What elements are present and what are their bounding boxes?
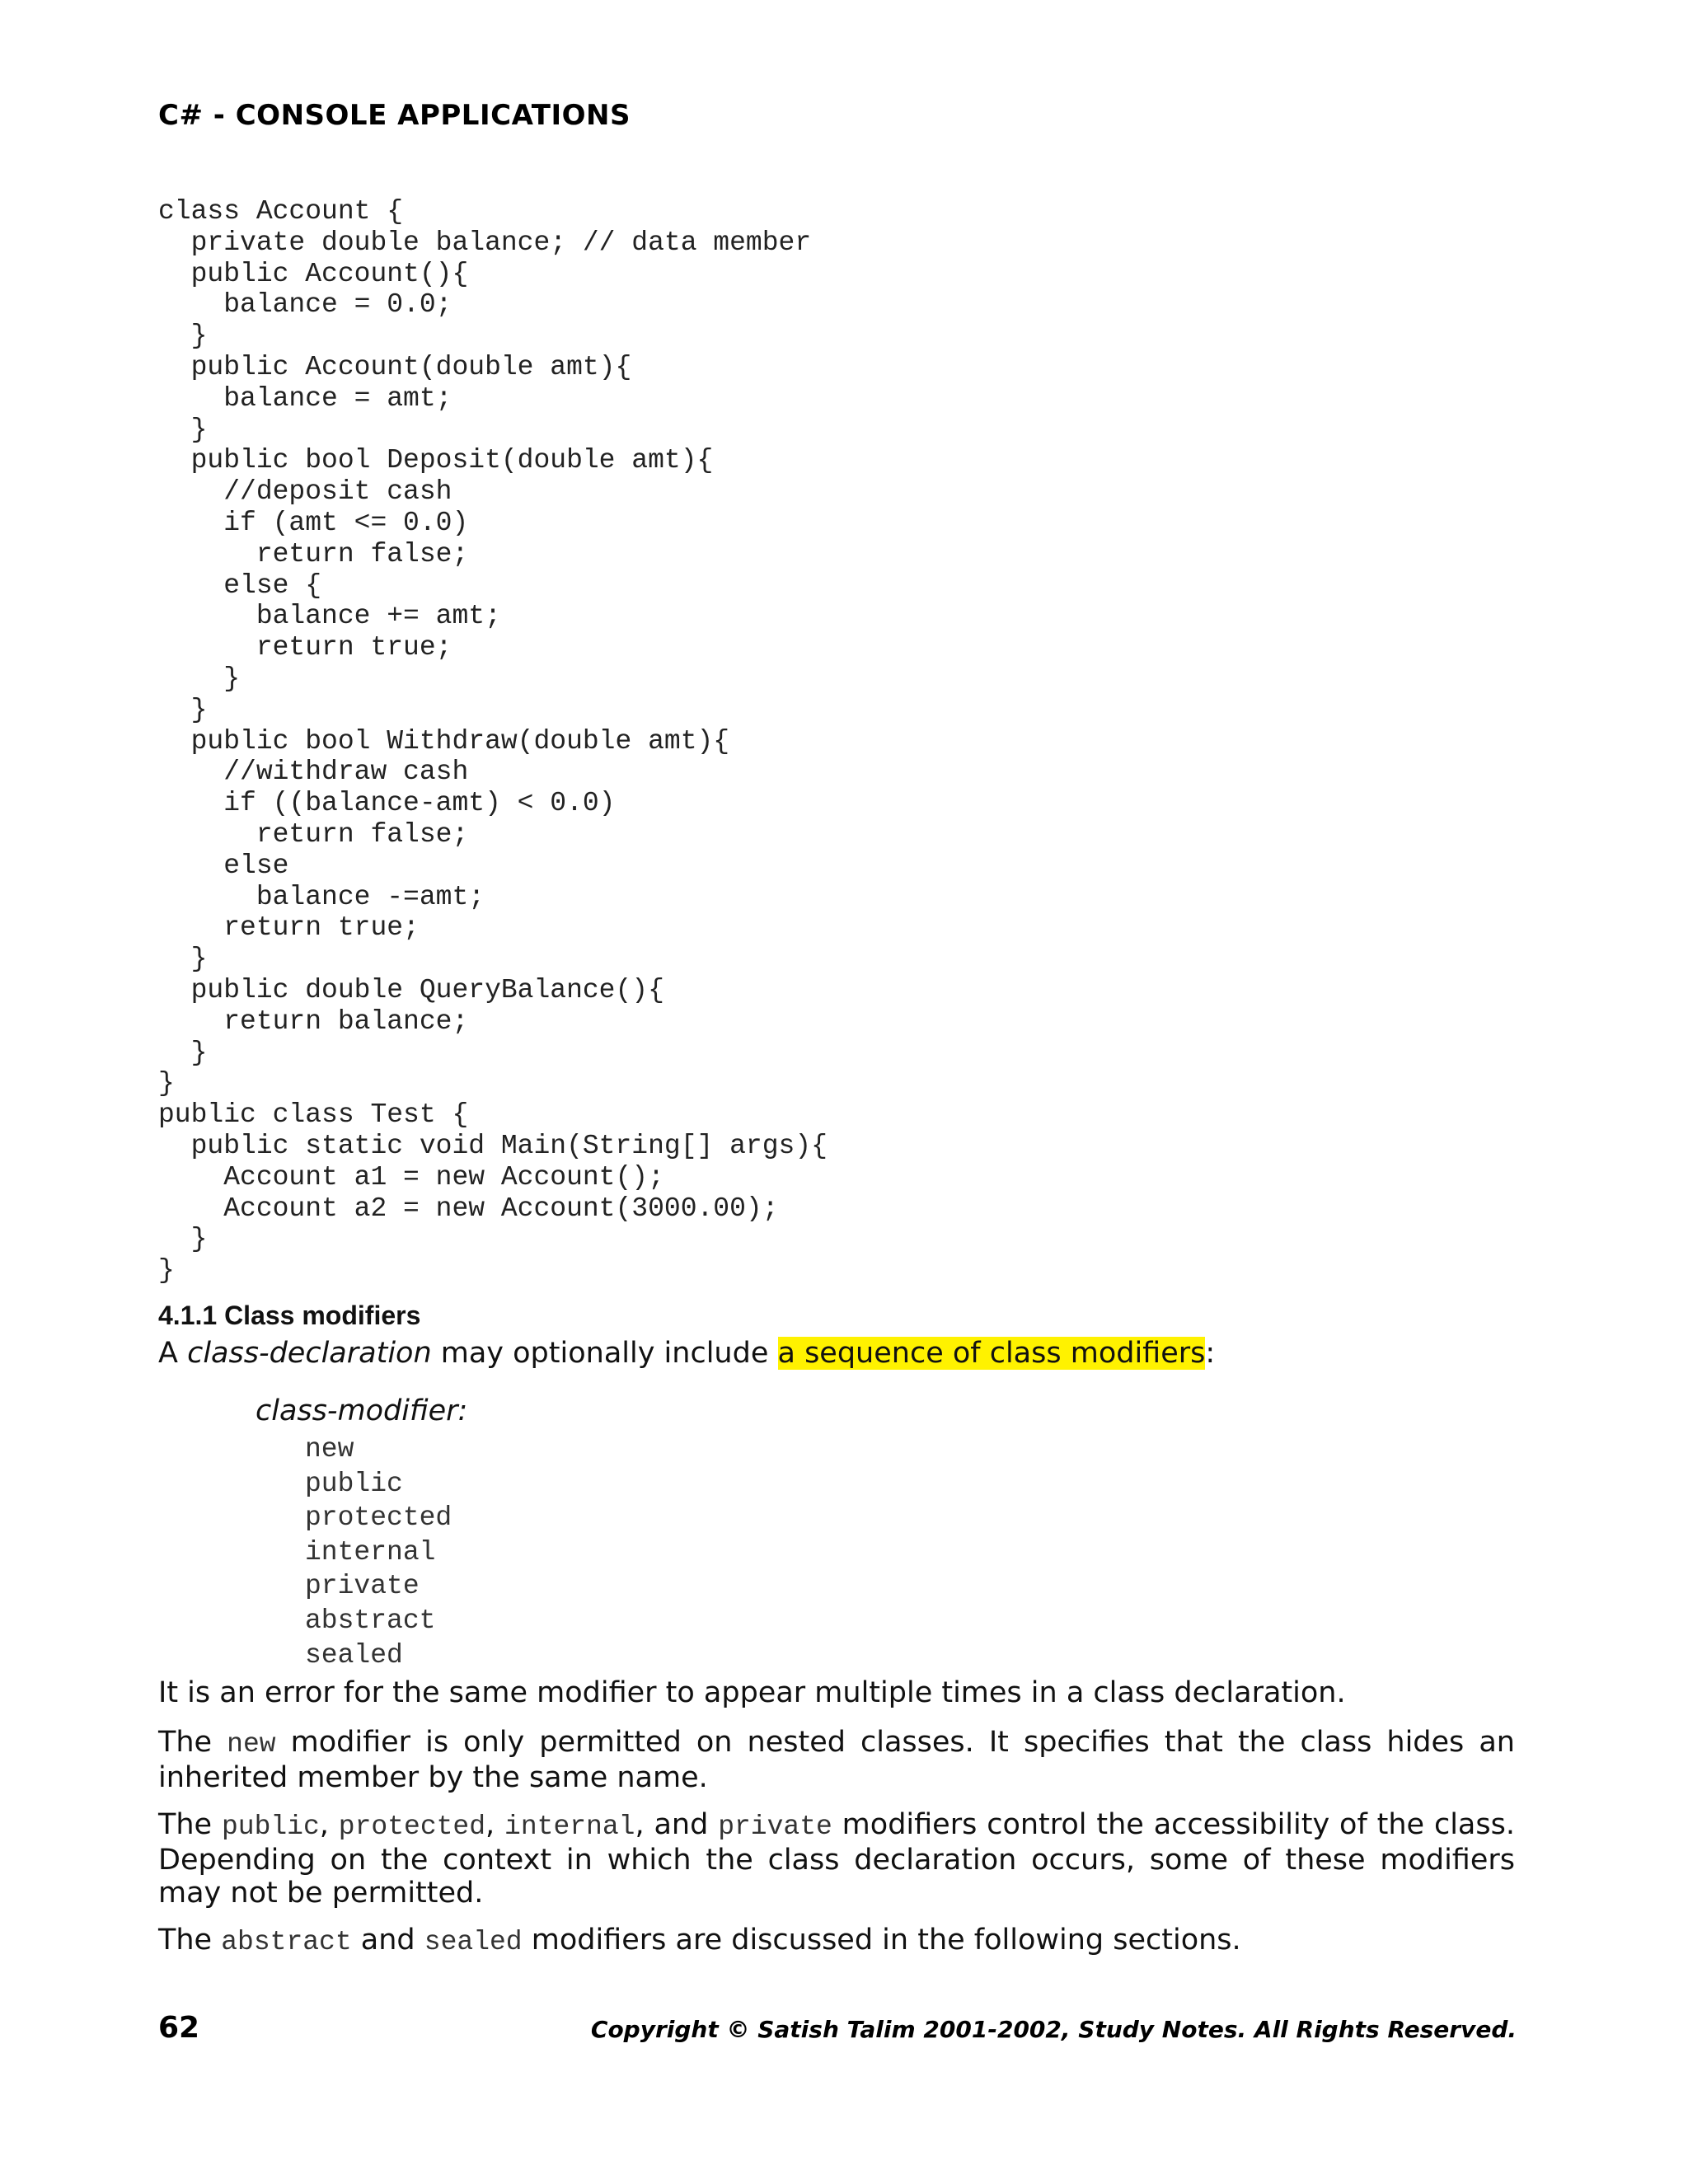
code-line: Account a1 = new Account(); xyxy=(158,1161,664,1193)
intro-paragraph xyxy=(158,1337,1515,1370)
modifier-item: internal xyxy=(305,1536,436,1568)
code-line: public double QueryBalance(){ xyxy=(158,974,664,1005)
paragraph-text: modifier is only permitted on nested classes. It specifies that the class hides an inherited member by the same name. xyxy=(158,1726,1515,1794)
modifier-item: public xyxy=(305,1468,403,1499)
code-line: if ((balance-amt) < 0.0) xyxy=(158,788,616,819)
inline-code: internal xyxy=(504,1811,635,1842)
new-modifier-paragraph xyxy=(158,1726,1515,1794)
error-paragraph: It is an error for the same modifier to appear multiple times in a class declaration. xyxy=(158,1676,1346,1709)
code-line: public Account(){ xyxy=(158,258,469,289)
inline-code: sealed xyxy=(424,1927,523,1957)
section-heading: 4.1.1 Class modifiers xyxy=(158,1301,421,1330)
intro-text: may optionally include xyxy=(431,1337,778,1370)
code-line: public Account(double amt){ xyxy=(158,351,632,382)
abstract-sealed-paragraph xyxy=(158,1924,1515,1959)
code-line: //deposit cash xyxy=(158,476,452,508)
paragraph-text: The xyxy=(158,1808,222,1841)
page-header-title: C# - CONSOLE APPLICATIONS xyxy=(158,99,631,132)
code-line: } xyxy=(158,694,208,725)
code-line: balance -=amt; xyxy=(158,881,485,912)
code-line: public static void Main(String[] args){ xyxy=(158,1130,828,1161)
code-line: public bool Withdraw(double amt){ xyxy=(158,725,730,757)
inline-code: new xyxy=(227,1729,276,1760)
code-line: } xyxy=(158,1037,208,1068)
paragraph-text: modifiers are discussed in the following sections. xyxy=(522,1924,1241,1957)
modifier-list xyxy=(305,1432,452,1672)
paragraph-text: and xyxy=(351,1924,424,1957)
code-line: else xyxy=(158,850,289,881)
code-line: return balance; xyxy=(158,1005,469,1037)
code-line: } xyxy=(158,1068,175,1099)
code-line: //withdraw cash xyxy=(158,757,469,788)
code-line: class Account { xyxy=(158,196,404,227)
modifier-item: sealed xyxy=(305,1639,403,1671)
inline-code: private xyxy=(718,1811,832,1842)
code-line: if (amt <= 0.0) xyxy=(158,507,469,538)
code-line: return false; xyxy=(158,818,469,850)
code-line: } xyxy=(158,663,241,694)
code-line: else { xyxy=(158,569,322,601)
intro-term: class-declaration xyxy=(187,1337,432,1370)
copyright-notice: Copyright © Satish Talim 2001-2002, Study Notes. All Rights Reserved. xyxy=(590,2016,1517,2043)
code-line: balance += amt; xyxy=(158,601,501,632)
code-line: public class Test { xyxy=(158,1099,469,1131)
paragraph-text: The xyxy=(158,1924,222,1957)
inline-code: abstract xyxy=(221,1927,352,1957)
code-line: public bool Deposit(double amt){ xyxy=(158,445,714,476)
code-line: return true; xyxy=(158,912,420,944)
code-line: } xyxy=(158,1255,175,1286)
modifier-item: abstract xyxy=(305,1605,436,1636)
modifier-item: private xyxy=(305,1571,420,1602)
code-line: balance = amt; xyxy=(158,382,452,414)
code-line: } xyxy=(158,944,208,975)
paragraph-text: modifiers control the accessibility of the class. Depending on the context in which the class declaration occurs, some of these modifiers may not be permitted. xyxy=(158,1808,1515,1910)
paragraph-text: , xyxy=(319,1808,339,1841)
modifier-item: new xyxy=(305,1434,354,1465)
page-number: 62 xyxy=(158,2011,200,2045)
paragraph-text: , xyxy=(485,1808,505,1841)
highlighted-phrase: a sequence of class modifiers xyxy=(777,1337,1206,1370)
code-line: return false; xyxy=(158,538,469,569)
paragraph-text: The xyxy=(158,1726,227,1759)
code-line: Account a2 = new Account(3000.00); xyxy=(158,1193,779,1224)
code-line: } xyxy=(158,321,208,352)
access-modifier-paragraph xyxy=(158,1808,1515,1910)
code-listing xyxy=(158,196,828,1286)
code-line: private double balance; // data member xyxy=(158,227,812,258)
code-line: balance = 0.0; xyxy=(158,289,452,321)
grammar-label: class-modifier: xyxy=(256,1394,468,1427)
modifier-item: protected xyxy=(305,1502,452,1534)
inline-code: protected xyxy=(338,1811,486,1842)
code-line: return true; xyxy=(158,632,452,663)
intro-text: : xyxy=(1205,1337,1216,1370)
code-line: } xyxy=(158,1224,208,1255)
intro-text: A xyxy=(158,1337,188,1370)
paragraph-text: , and xyxy=(635,1808,719,1841)
code-line: } xyxy=(158,414,208,445)
inline-code: public xyxy=(221,1811,320,1842)
